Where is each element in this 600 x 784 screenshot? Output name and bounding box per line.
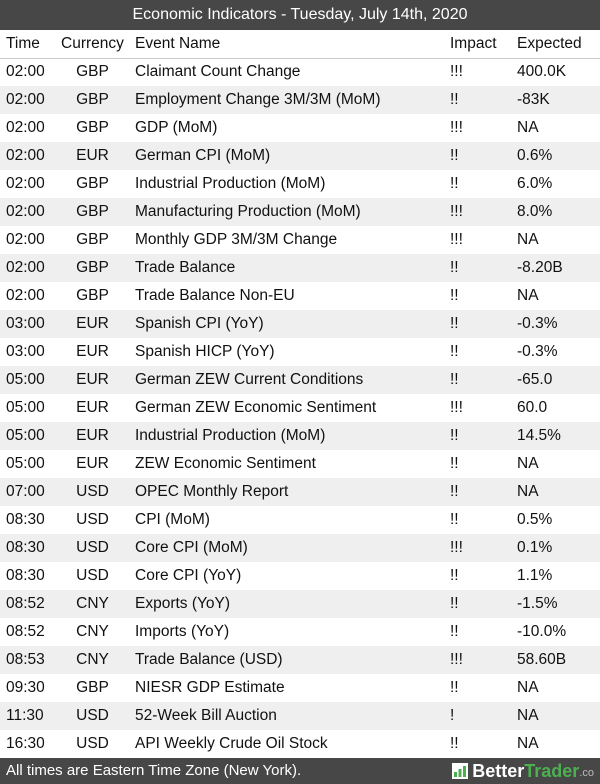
column-header-expected: Expected bbox=[513, 30, 600, 58]
cell-time: 03:00 bbox=[6, 343, 45, 360]
cell-impact: !!! bbox=[450, 119, 463, 136]
cell-currency: GBP bbox=[76, 63, 109, 81]
cell-event-name: Employment Change 3M/3M (MoM) bbox=[128, 86, 443, 114]
cell-expected: 14.5% bbox=[513, 422, 600, 450]
cell-expected: -8.20B bbox=[513, 254, 600, 282]
cell-time: 03:00 bbox=[0, 310, 57, 338]
cell-event-name: Trade Balance (USD) bbox=[128, 646, 443, 674]
column-header-time: Time bbox=[0, 30, 57, 58]
cell-impact: !! bbox=[450, 567, 459, 584]
cell-currency: GBP bbox=[57, 254, 128, 282]
cell-currency: USD bbox=[57, 534, 128, 562]
table-row bbox=[0, 338, 600, 366]
cell-event-name: Imports (YoY) bbox=[135, 623, 230, 640]
cell-impact: !! bbox=[450, 679, 459, 696]
cell-currency: GBP bbox=[76, 175, 109, 192]
cell-expected: -0.3% bbox=[513, 310, 600, 338]
cell-expected: NA bbox=[517, 231, 539, 248]
trend-chart-icon bbox=[452, 763, 468, 779]
cell-expected: -65.0 bbox=[513, 366, 600, 394]
cell-expected: NA bbox=[513, 702, 600, 730]
table-row bbox=[0, 534, 600, 562]
cell-expected: 0.5% bbox=[517, 511, 553, 528]
cell-time: 08:52 bbox=[6, 623, 45, 640]
cell-event-name: Manufacturing Production (MoM) bbox=[128, 198, 443, 226]
cell-currency: EUR bbox=[57, 310, 128, 338]
cell-currency: GBP bbox=[76, 119, 109, 136]
cell-event-name: Spanish CPI (YoY) bbox=[128, 310, 443, 338]
cell-impact: !!! bbox=[443, 198, 513, 226]
cell-time: 02:00 bbox=[0, 198, 57, 226]
cell-time: 08:30 bbox=[0, 534, 57, 562]
cell-impact: !!! bbox=[450, 231, 463, 248]
cell-currency: GBP bbox=[76, 679, 109, 696]
table-row bbox=[0, 170, 600, 198]
column-header-impact: Impact bbox=[443, 30, 513, 58]
cell-time: 05:00 bbox=[0, 366, 57, 394]
cell-time: 08:53 bbox=[0, 646, 57, 674]
cell-expected: -10.0% bbox=[517, 623, 567, 640]
cell-impact: !! bbox=[450, 175, 459, 192]
cell-time: 05:00 bbox=[6, 399, 45, 416]
cell-time: 02:00 bbox=[6, 119, 45, 136]
cell-currency: USD bbox=[57, 702, 128, 730]
timezone-note: All times are Eastern Time Zone (New York). bbox=[6, 762, 302, 779]
cell-expected: NA bbox=[517, 455, 539, 472]
cell-time: 16:30 bbox=[6, 735, 45, 752]
logo-text-trader: Trader bbox=[524, 760, 580, 781]
cell-impact: !!! bbox=[450, 63, 463, 81]
logo-text-suffix: .co bbox=[579, 767, 594, 779]
cell-currency: EUR bbox=[57, 366, 128, 394]
cell-expected: 0.6% bbox=[513, 142, 600, 170]
table-row bbox=[0, 618, 600, 646]
cell-currency: GBP bbox=[76, 231, 109, 248]
table-row bbox=[0, 506, 600, 534]
table-row bbox=[0, 226, 600, 254]
table-row bbox=[0, 114, 600, 142]
cell-event-name: Trade Balance Non-EU bbox=[135, 287, 295, 304]
cell-time: 05:00 bbox=[0, 422, 57, 450]
table-row bbox=[0, 394, 600, 422]
cell-impact: ! bbox=[443, 702, 513, 730]
table-body bbox=[0, 58, 600, 758]
footer-bar bbox=[0, 758, 600, 784]
cell-expected: 60.0 bbox=[517, 399, 548, 416]
cell-time: 09:30 bbox=[6, 679, 45, 696]
cell-impact: !!! bbox=[443, 646, 513, 674]
cell-expected: 58.60B bbox=[513, 646, 600, 674]
cell-expected: -83K bbox=[513, 86, 600, 114]
cell-event-name: Core CPI (MoM) bbox=[128, 534, 443, 562]
cell-time: 02:00 bbox=[0, 142, 57, 170]
cell-expected: 400.0K bbox=[517, 63, 567, 81]
cell-currency: EUR bbox=[76, 455, 109, 472]
cell-currency: GBP bbox=[76, 287, 109, 304]
cell-expected: -0.3% bbox=[517, 343, 558, 360]
column-header-currency: Currency bbox=[57, 30, 128, 58]
cell-currency: EUR bbox=[76, 343, 109, 360]
cell-event-name: German ZEW Current Conditions bbox=[128, 366, 443, 394]
cell-time: 02:00 bbox=[0, 86, 57, 114]
cell-time: 02:00 bbox=[6, 231, 45, 248]
cell-currency: CNY bbox=[57, 590, 128, 618]
cell-time: 08:30 bbox=[6, 511, 45, 528]
cell-currency: GBP bbox=[57, 198, 128, 226]
cell-event-name: Monthly GDP 3M/3M Change bbox=[135, 231, 338, 248]
cell-expected: NA bbox=[517, 287, 539, 304]
cell-time: 08:30 bbox=[6, 567, 45, 584]
cell-impact: !! bbox=[443, 478, 513, 506]
cell-expected: -1.5% bbox=[513, 590, 600, 618]
cell-impact: !!! bbox=[450, 399, 463, 416]
cell-currency: EUR bbox=[76, 399, 109, 416]
indicators-table bbox=[0, 30, 600, 758]
cell-expected: NA bbox=[517, 679, 539, 696]
cell-expected: 6.0% bbox=[517, 175, 553, 192]
cell-time: 11:30 bbox=[0, 702, 57, 730]
cell-event-name: German ZEW Economic Sentiment bbox=[135, 399, 377, 416]
cell-currency: EUR bbox=[57, 422, 128, 450]
cell-currency: USD bbox=[76, 511, 109, 528]
brand-logo bbox=[452, 760, 594, 782]
table-row bbox=[0, 310, 600, 338]
table-row bbox=[0, 450, 600, 478]
table-row bbox=[0, 702, 600, 730]
cell-currency: USD bbox=[57, 478, 128, 506]
table-row bbox=[0, 562, 600, 590]
cell-impact: !!! bbox=[443, 534, 513, 562]
cell-currency: CNY bbox=[57, 646, 128, 674]
cell-event-name: German CPI (MoM) bbox=[128, 142, 443, 170]
cell-impact: !! bbox=[443, 366, 513, 394]
cell-expected: 0.1% bbox=[513, 534, 600, 562]
table-row bbox=[0, 254, 600, 282]
cell-event-name: Industrial Production (MoM) bbox=[128, 422, 443, 450]
cell-currency: USD bbox=[76, 567, 109, 584]
cell-impact: !! bbox=[443, 310, 513, 338]
cell-event-name: ZEW Economic Sentiment bbox=[135, 455, 316, 472]
table-row bbox=[0, 646, 600, 674]
cell-expected: NA bbox=[513, 478, 600, 506]
column-header-event: Event Name bbox=[128, 30, 443, 58]
logo-text-better: Better bbox=[472, 760, 525, 781]
page-title: Economic Indicators - Tuesday, July 14th, 2020 bbox=[0, 0, 600, 30]
cell-impact: !! bbox=[443, 422, 513, 450]
cell-impact: !! bbox=[443, 254, 513, 282]
table-row bbox=[0, 422, 600, 450]
cell-event-name: Claimant Count Change bbox=[135, 63, 301, 81]
cell-time: 05:00 bbox=[6, 455, 45, 472]
cell-impact: !! bbox=[450, 735, 459, 752]
cell-impact: !! bbox=[450, 511, 459, 528]
cell-currency: GBP bbox=[57, 86, 128, 114]
cell-event-name: NIESR GDP Estimate bbox=[135, 679, 285, 696]
cell-time: 02:00 bbox=[6, 175, 45, 192]
cell-event-name: Spanish HICP (YoY) bbox=[135, 343, 275, 360]
cell-currency: USD bbox=[76, 735, 109, 752]
cell-event-name: API Weekly Crude Oil Stock bbox=[135, 735, 328, 752]
cell-expected: NA bbox=[517, 735, 539, 752]
cell-time: 02:00 bbox=[6, 63, 45, 81]
table-row bbox=[0, 142, 600, 170]
table-row bbox=[0, 86, 600, 114]
cell-expected: 8.0% bbox=[513, 198, 600, 226]
cell-event-name: 52-Week Bill Auction bbox=[128, 702, 443, 730]
cell-expected: NA bbox=[517, 119, 539, 136]
cell-currency: EUR bbox=[57, 142, 128, 170]
cell-impact: !! bbox=[443, 142, 513, 170]
cell-event-name: Exports (YoY) bbox=[128, 590, 443, 618]
cell-impact: !! bbox=[450, 623, 459, 640]
table-row bbox=[0, 674, 600, 702]
cell-event-name: OPEC Monthly Report bbox=[128, 478, 443, 506]
cell-event-name: GDP (MoM) bbox=[135, 119, 218, 136]
cell-event-name: Industrial Production (MoM) bbox=[135, 175, 326, 192]
cell-event-name: Trade Balance bbox=[128, 254, 443, 282]
cell-currency: CNY bbox=[76, 623, 109, 640]
cell-time: 07:00 bbox=[0, 478, 57, 506]
table-row bbox=[0, 590, 600, 618]
table-row bbox=[0, 198, 600, 226]
table-header-row bbox=[0, 30, 600, 58]
table-row bbox=[0, 478, 600, 506]
cell-time: 08:52 bbox=[0, 590, 57, 618]
cell-time: 02:00 bbox=[6, 287, 45, 304]
table-row bbox=[0, 282, 600, 310]
table-row bbox=[0, 58, 600, 86]
cell-impact: !! bbox=[450, 455, 459, 472]
table-row bbox=[0, 366, 600, 394]
cell-impact: !! bbox=[443, 590, 513, 618]
cell-impact: !! bbox=[450, 287, 459, 304]
cell-event-name: Core CPI (YoY) bbox=[135, 567, 242, 584]
cell-impact: !! bbox=[450, 343, 459, 360]
table-row bbox=[0, 730, 600, 758]
cell-expected: 1.1% bbox=[517, 567, 553, 584]
cell-event-name: CPI (MoM) bbox=[135, 511, 210, 528]
cell-time: 02:00 bbox=[0, 254, 57, 282]
cell-impact: !! bbox=[443, 86, 513, 114]
